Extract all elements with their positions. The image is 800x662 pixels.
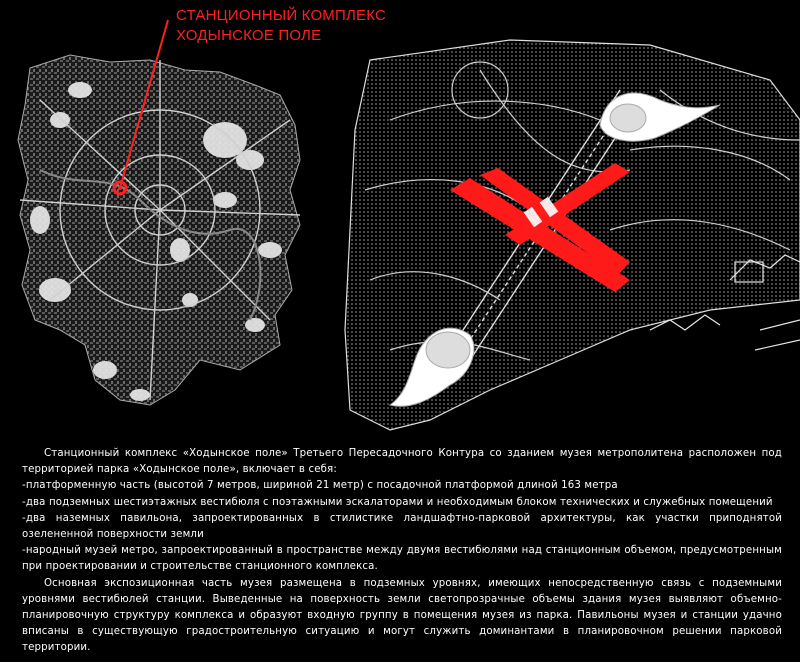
description-item-3: -два наземных павильона, запроектированных в стилистике ландшафтно-парковой архитектуры, как участки приподнятой озелененной поверхности земли (22, 512, 782, 541)
site-plan (330, 30, 800, 440)
title-line-2: ХОДЫНСКОЕ ПОЛЕ (176, 27, 322, 44)
description-text (22, 446, 782, 657)
description-item-4: -народный музей метро, запроектированный в пространстве между двумя вестибюлями над станционным объемом, предусмотренным при проектировании и строительстве станционного комплекса. (22, 545, 782, 573)
moscow-city-map (0, 0, 340, 440)
description-paragraph-2: Основная экспозиционная часть музея размещена в подземных уровнях, имеющих непосредственную связь с подземными уровнями вестибюлей станции. Выведенные на поверхность земли светопрозрачные объемы здания музея выявляют объемно-планировочную структуру комплекса и образуют входную группу в помещения музея из парка. Павильоны музея и станции удачно вписаны в существующую градостроительную ситуацию и могут служить доминантами в планировочном решении парковой территории. (22, 577, 782, 654)
description-item-1: -платформенную часть (высотой 7 метров, шириной 21 метр) с посадочной платформой длиной 163 метра (22, 480, 618, 492)
description-item-2: -два подземных шестиэтажных вестибюля с поэтажными эскалаторами и необходимым блоком технических и служебных помещений (22, 496, 773, 508)
title-line-1: СТАНЦИОННЫЙ КОМПЛЕКС (176, 7, 387, 24)
description-paragraph-1: Станционный комплекс «Ходынское поле» Третьего Пересадочного Контура со зданием музея метрополитена расположен под территорией парка «Ходынское поле», включает в себя: (22, 448, 782, 476)
